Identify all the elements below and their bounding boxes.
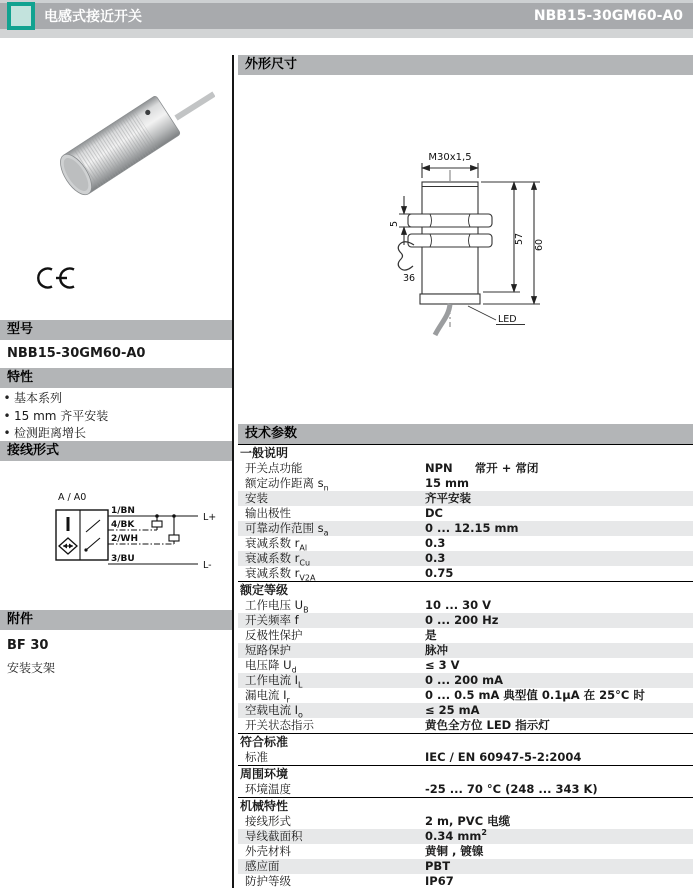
feature-text: 检测距离增长	[14, 426, 87, 440]
section-bar-connection: 接线形式	[0, 441, 232, 461]
brand-logo-icon	[7, 2, 35, 30]
param-label: 短路保护	[245, 643, 291, 657]
wire-label-bu: 3/BU	[111, 554, 135, 564]
table-row	[238, 551, 693, 566]
param-label: 标准	[245, 750, 268, 764]
param-value: 15 mm	[425, 476, 469, 490]
table-row	[238, 829, 693, 844]
param-value: -25 ... 70 °C (248 ... 343 K)	[425, 782, 598, 796]
param-value: IP67	[425, 874, 454, 888]
section-bar-tech: 技术参数	[238, 424, 693, 444]
param-label: 导线截面积	[245, 829, 303, 843]
param-label: 感应面	[245, 859, 280, 873]
table-row	[238, 521, 693, 536]
param-label: 反极性保护	[245, 628, 303, 642]
param-label: 可靠动作范围 $s_a$	[245, 521, 329, 538]
wire-label-bk: 4/BK	[111, 520, 135, 530]
table-row	[238, 688, 693, 703]
table-row	[238, 536, 693, 551]
table-row	[238, 750, 693, 765]
param-label: 工作电流 $I_L$	[245, 673, 303, 690]
param-label: 空载电流 $I_o$	[245, 703, 303, 720]
table-section-header: 周围环境	[238, 765, 693, 782]
section-bar-dimensions: 外形尺寸	[238, 55, 693, 75]
param-value: 0.34 $mm^2$	[425, 828, 487, 843]
wire-label-bn: 1/BN	[111, 506, 135, 516]
table-row	[238, 782, 693, 797]
param-label: 衰减系数 $r_{Al}$	[245, 536, 308, 553]
table-row	[238, 703, 693, 718]
param-value: IEC / EN 60947-5-2:2004	[425, 750, 582, 764]
ce-mark	[34, 265, 78, 291]
wiring-type-label: A / A0	[58, 492, 87, 503]
table-section-header: 符合标准	[238, 733, 693, 750]
supply-plus-label: L+	[203, 512, 217, 523]
param-value: NPN	[425, 461, 453, 475]
table-row	[238, 643, 693, 658]
product-photo	[30, 82, 215, 202]
param-label: 工作电压 $U_B$	[245, 598, 309, 615]
product-category-title: 电感式接近开关	[44, 9, 142, 25]
wire-label-wh: 2/WH	[111, 534, 139, 544]
table-row	[238, 718, 693, 733]
table-row	[238, 613, 693, 628]
table-row	[238, 658, 693, 673]
dim-body-length-label: 57	[514, 232, 525, 246]
dim-thread-label: M30x1,5	[428, 152, 472, 163]
param-value: 是	[425, 628, 437, 642]
param-value: 黄色全方位 LED 指示灯	[425, 718, 550, 732]
dim-total-length-label: 60	[534, 238, 545, 252]
param-label: 开关点功能	[245, 461, 303, 475]
param-label: 开关频率 f	[245, 613, 299, 627]
table-row	[238, 491, 693, 506]
param-value: ≤ 25 mA	[425, 703, 480, 717]
param-value: 0.3	[425, 551, 446, 565]
param-value: 10 ... 30 V	[425, 598, 492, 612]
table-row	[238, 628, 693, 643]
table-section-header: 一般说明	[238, 444, 693, 461]
param-label: 电压降 $U_d$	[245, 658, 297, 675]
table-row	[238, 476, 693, 491]
model-value: NBB15-30GM60-A0	[7, 346, 146, 361]
feature-text: 基本系列	[14, 391, 63, 405]
param-label: 衰减系数 $r_{V2A}$	[245, 566, 316, 583]
param-value: PBT	[425, 859, 451, 873]
table-row	[238, 844, 693, 859]
param-value: 0 ... 200 Hz	[425, 613, 499, 627]
param-label: 输出极性	[245, 506, 291, 520]
feature-item	[0, 408, 232, 426]
param-label: 开关状态指示	[245, 718, 314, 732]
table-row	[238, 859, 693, 874]
accessory-name: BF 30	[7, 638, 49, 653]
load-resistor	[169, 535, 179, 541]
part-number: NBB15-30GM60-A0	[533, 8, 683, 24]
param-value-2: 常开 + 常闭	[474, 461, 539, 475]
param-label: 漏电流 $I_r$	[245, 688, 290, 705]
param-value: 0 ... 12.15 mm	[425, 521, 519, 535]
feature-item	[0, 390, 232, 408]
table-row	[238, 673, 693, 688]
right-column	[238, 55, 693, 888]
param-value: 0 ... 0.5 mA 典型值 0.1µA 在 25°C 时	[425, 688, 645, 702]
header-bottom-strip	[0, 29, 693, 38]
dim-wrench-size-label: 36	[403, 273, 416, 284]
param-value: 0 ... 200 mA	[425, 673, 504, 687]
bullet-icon: •	[3, 426, 11, 440]
wiring-diagram	[38, 488, 218, 613]
accessory-description: 安装支架	[7, 661, 56, 675]
tech-parameters-table	[238, 444, 693, 888]
param-label: 额定动作距离 $s_n$	[245, 476, 329, 493]
param-label: 接线形式	[245, 814, 291, 828]
param-value: 齐平安装	[425, 491, 471, 505]
param-value: 脉冲	[425, 643, 448, 657]
bullet-icon: •	[3, 408, 11, 423]
param-value: DC	[425, 506, 443, 520]
param-value: ≤ 3 V	[425, 658, 460, 672]
section-bar-accessories: 附件	[0, 610, 232, 630]
table-row	[238, 814, 693, 829]
dim-nut-height-label: 5	[389, 220, 400, 228]
table-row	[238, 461, 693, 476]
feature-text: 15 mm 齐平安装	[14, 408, 109, 423]
table-row	[238, 566, 693, 581]
table-section-header: 机械特性	[238, 797, 693, 814]
section-bar-model: 型号	[0, 320, 232, 340]
param-label: 环境温度	[245, 782, 291, 796]
header-bar	[0, 3, 693, 29]
supply-minus-label: L-	[203, 560, 212, 571]
table-row	[238, 506, 693, 521]
cable	[176, 94, 214, 118]
param-label: 防护等级	[245, 874, 291, 888]
param-value: 2 m, PVC 电缆	[425, 814, 511, 828]
table-row	[238, 598, 693, 613]
bullet-icon: •	[3, 391, 11, 405]
table-section-header: 额定等级	[238, 581, 693, 598]
column-divider	[232, 55, 234, 888]
param-value: 黄铜 , 镀镍	[425, 844, 484, 858]
param-label: 衰减系数 $r_{Cu}$	[245, 551, 311, 568]
param-value: 0.75	[425, 566, 454, 580]
param-label: 外壳材料	[245, 844, 291, 858]
table-row	[238, 874, 693, 888]
param-value: 0.3	[425, 536, 446, 550]
param-label: 安装	[245, 491, 268, 505]
load-resistor	[152, 521, 162, 527]
dimension-drawing	[238, 75, 693, 420]
inductive-sensor-symbol	[59, 538, 77, 554]
page-header	[0, 0, 693, 38]
led-label: LED	[498, 314, 517, 325]
section-bar-features: 特性	[0, 368, 232, 388]
feature-item	[0, 425, 232, 443]
features-list	[0, 390, 232, 443]
